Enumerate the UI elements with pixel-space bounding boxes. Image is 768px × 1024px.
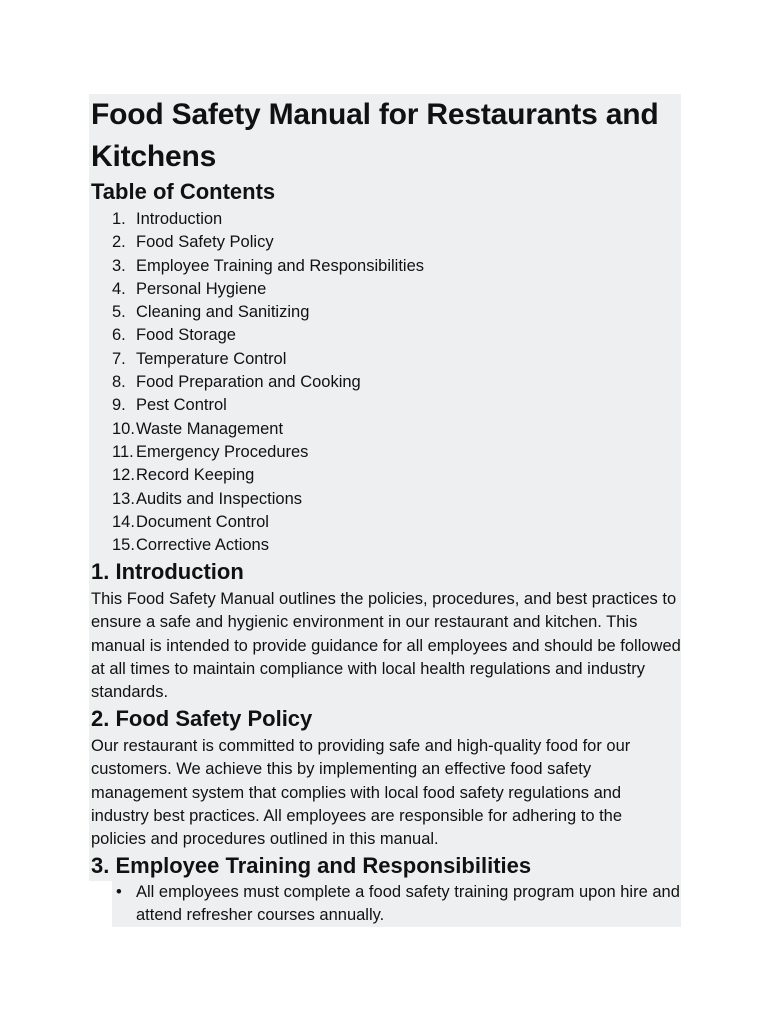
toc-item-number: 2. — [112, 233, 126, 252]
toc-heading: Table of Contents — [91, 179, 276, 204]
toc-item-label: Audits and Inspections — [136, 489, 303, 508]
toc-item-label: Corrective Actions — [136, 536, 269, 555]
toc-item-label: Food Preparation and Cooking — [136, 373, 361, 392]
bullet-icon: • — [116, 883, 122, 901]
toc-item-number: 14. — [112, 512, 135, 531]
table-of-contents — [112, 208, 672, 557]
toc-item-number: 9. — [112, 396, 126, 415]
toc-item — [112, 511, 672, 534]
toc-item-label: Introduction — [136, 210, 223, 228]
bullet-item — [112, 881, 680, 928]
toc-item-number: 3. — [112, 256, 126, 275]
toc-item — [112, 348, 672, 371]
section-body-food-safety-policy: Our restaurant is committed to providing safe and high-quality food for our customers. We achieve this by implementing an effective food safety management system that complies with local food safety regulations and industry best practices. All employees are responsible for adhering to the policies and procedures outlined in this manual. — [91, 737, 631, 849]
toc-item-label: Record Keeping — [136, 466, 255, 485]
toc-item-label: Document Control — [136, 512, 269, 531]
toc-item-label: Waste Management — [136, 419, 284, 438]
toc-item — [112, 464, 672, 487]
toc-item-label: Pest Control — [136, 396, 227, 415]
toc-item-number: 7. — [112, 349, 126, 368]
toc-item-number: 15. — [112, 536, 135, 555]
toc-item-number: 5. — [112, 303, 126, 322]
toc-item — [112, 255, 672, 278]
toc-item — [112, 441, 672, 464]
toc-item-number: 6. — [112, 326, 126, 345]
bullet-text: All employees must complete a food safety training program upon hire and attend refresher courses annually. — [136, 883, 680, 925]
toc-item-number: 12. — [112, 466, 135, 485]
section-heading-food-safety-policy: 2. Food Safety Policy — [91, 706, 313, 731]
toc-item-label: Employee Training and Responsibilities — [136, 256, 424, 275]
toc-item — [112, 324, 672, 347]
bullet-list-employee-training — [112, 881, 680, 928]
toc-item-label: Cleaning and Sanitizing — [136, 303, 310, 322]
toc-item-label: Food Safety Policy — [136, 233, 274, 252]
document-title: Food Safety Manual for Restaurants and Kitchens — [91, 98, 659, 173]
section-body-introduction: This Food Safety Manual outlines the policies, procedures, and best practices to ensure a safe and hygienic environment in our restaurant and kitchen. This manual is intended to provide guidance for all employees and should be followed at all times to maintain compliance with local health regulations and industry standards. — [91, 590, 681, 702]
toc-item-number: 11. — [112, 442, 134, 461]
toc-item-number: 10. — [112, 419, 135, 438]
toc-item-number: 13. — [112, 489, 135, 508]
toc-item — [112, 231, 672, 254]
toc-item — [112, 208, 672, 231]
toc-item-number: 8. — [112, 373, 126, 392]
toc-item — [112, 278, 672, 301]
toc-item-label: Emergency Procedures — [136, 442, 309, 461]
toc-item — [112, 418, 672, 441]
toc-item — [112, 534, 672, 557]
section-heading-employee-training: 3. Employee Training and Responsibilities — [91, 853, 532, 878]
toc-item — [112, 301, 672, 324]
toc-item — [112, 394, 672, 417]
toc-item-number: 1. — [112, 210, 126, 228]
toc-item-label: Temperature Control — [136, 349, 287, 368]
section-heading-introduction: 1. Introduction — [91, 559, 244, 584]
toc-item — [112, 488, 672, 511]
toc-item — [112, 371, 672, 394]
toc-item-number: 4. — [112, 279, 126, 298]
toc-item-label: Personal Hygiene — [136, 279, 267, 298]
toc-item-label: Food Storage — [136, 326, 236, 345]
